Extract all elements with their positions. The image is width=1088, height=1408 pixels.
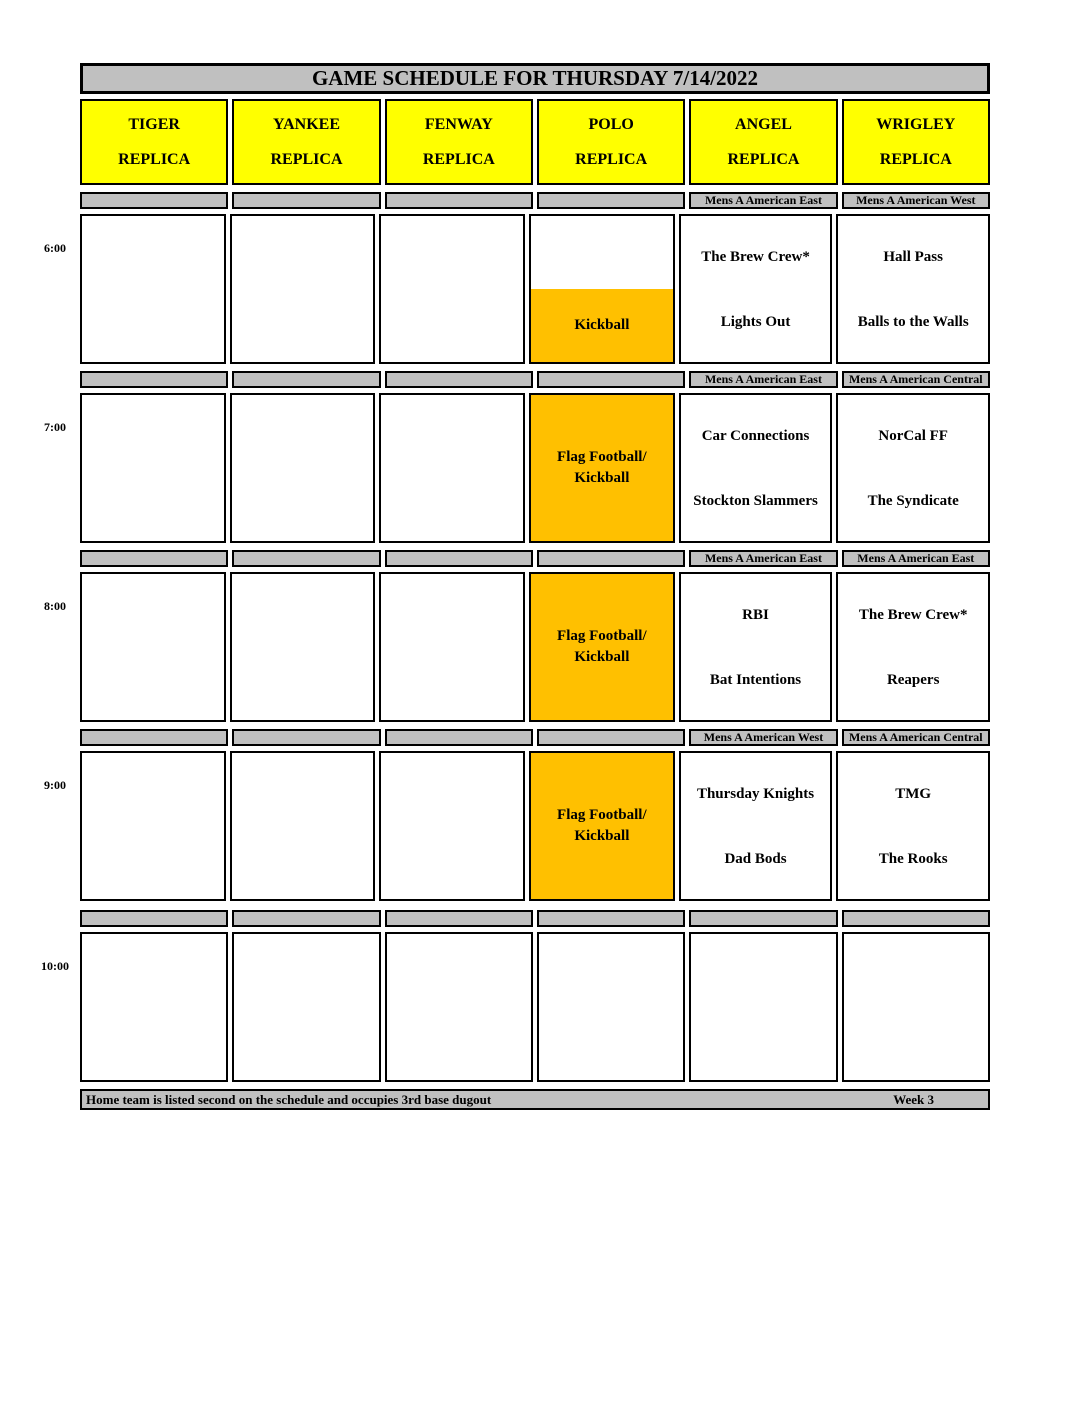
away-team: The Brew Crew* [701, 248, 810, 265]
band-cell [385, 550, 533, 567]
time-label: 8:00 [44, 599, 66, 613]
band-cell [385, 192, 533, 209]
cell-angel-800 [679, 572, 833, 722]
division-label-angel: Mens A American East [689, 192, 837, 209]
cell-fenway-600 [379, 214, 525, 364]
away-team: NorCal FF [878, 427, 948, 444]
division-label-wrigley: Mens A American East [842, 550, 990, 567]
band-cell [232, 371, 380, 388]
field-sub: REPLICA [575, 150, 648, 168]
time-block-900 [44, 751, 990, 901]
page-title: GAME SCHEDULE FOR THURSDAY 7/14/2022 [80, 63, 990, 94]
cell-polo-900 [529, 751, 675, 901]
band-cell [80, 910, 228, 927]
header-tiger [80, 99, 228, 185]
cell-yankee-900 [230, 751, 376, 901]
field-sub: REPLICA [422, 150, 495, 168]
cell-angel-1000 [689, 932, 837, 1082]
band-cell [80, 550, 228, 567]
home-team: Dad Bods [724, 850, 787, 867]
polo-activity: Flag Football/ Kickball [531, 574, 673, 720]
header-angel [689, 99, 837, 185]
cell-polo-700 [529, 393, 675, 543]
field-header-row [80, 99, 990, 185]
cell-tiger-600 [80, 214, 226, 364]
division-band-row-8 [80, 550, 990, 567]
time-block-700 [44, 393, 990, 543]
band-cell [80, 729, 228, 746]
cell-yankee-600 [230, 214, 376, 364]
cell-wrigley-900 [836, 751, 990, 901]
field-name: WRIGLEY [876, 115, 956, 133]
time-label: 7:00 [44, 420, 66, 434]
band-cell [232, 729, 380, 746]
field-sub: REPLICA [270, 150, 343, 168]
division-band-row-10 [80, 910, 990, 927]
away-team: Car Connections [701, 427, 810, 444]
band-cell [537, 192, 685, 209]
band-cell [537, 550, 685, 567]
cell-tiger-900 [80, 751, 226, 901]
home-team: Balls to the Walls [857, 313, 969, 330]
cell-fenway-700 [379, 393, 525, 543]
cell-tiger-700 [80, 393, 226, 543]
field-name: YANKEE [273, 115, 340, 133]
division-label-wrigley: Mens A American Central [842, 729, 990, 746]
cell-yankee-1000 [232, 932, 380, 1082]
field-sub: REPLICA [727, 150, 800, 168]
time-block-600 [44, 214, 990, 364]
cell-fenway-1000 [385, 932, 533, 1082]
home-team: The Rooks [878, 850, 948, 867]
header-yankee [232, 99, 380, 185]
cell-polo-800 [529, 572, 675, 722]
field-name: TIGER [128, 115, 180, 133]
header-polo [537, 99, 685, 185]
band-cell [385, 729, 533, 746]
band-cell [232, 192, 380, 209]
division-band-row-6 [80, 192, 990, 209]
cell-fenway-800 [379, 572, 525, 722]
field-sub: REPLICA [879, 150, 952, 168]
cell-yankee-700 [230, 393, 376, 543]
cell-angel-600 [679, 214, 833, 364]
away-team: Hall Pass [883, 248, 943, 265]
division-label-angel: Mens A American East [689, 371, 837, 388]
band-cell [537, 729, 685, 746]
band-cell [385, 371, 533, 388]
cell-yankee-800 [230, 572, 376, 722]
cell-polo-1000 [537, 932, 685, 1082]
home-team: Stockton Slammers [693, 492, 818, 509]
band-cell [385, 910, 533, 927]
band-cell [842, 910, 990, 927]
field-name: FENWAY [424, 115, 493, 133]
cell-angel-700 [679, 393, 833, 543]
time-label: 10:00 [41, 959, 69, 973]
cell-tiger-1000 [80, 932, 228, 1082]
away-team: TMG [895, 785, 932, 802]
cell-wrigley-800 [836, 572, 990, 722]
cell-fenway-900 [379, 751, 525, 901]
footer-bar [80, 1089, 990, 1110]
polo-activity: Kickball [531, 289, 673, 362]
division-band-row-7 [80, 371, 990, 388]
home-team: Reapers [886, 671, 940, 688]
home-team: Lights Out [720, 313, 791, 330]
polo-activity: Flag Football/ Kickball [531, 395, 673, 541]
division-band-row-9 [80, 729, 990, 746]
header-fenway [385, 99, 533, 185]
field-sub: REPLICA [118, 150, 191, 168]
time-label: 6:00 [44, 241, 66, 255]
home-team: The Syndicate [867, 492, 959, 509]
away-team: The Brew Crew* [858, 606, 968, 623]
band-cell [537, 371, 685, 388]
time-block-800 [44, 572, 990, 722]
cell-wrigley-700 [836, 393, 990, 543]
band-cell [80, 371, 228, 388]
division-label-wrigley: Mens A American West [842, 192, 990, 209]
cell-wrigley-600 [836, 214, 990, 364]
band-cell [537, 910, 685, 927]
cell-polo-600 [529, 214, 675, 364]
band-cell [232, 910, 380, 927]
band-cell [689, 910, 837, 927]
away-team: Thursday Knights [696, 785, 815, 802]
band-cell [232, 550, 380, 567]
field-name: ANGEL [735, 115, 792, 133]
time-block-1000 [41, 932, 990, 1082]
cell-tiger-800 [80, 572, 226, 722]
cell-angel-900 [679, 751, 833, 901]
field-name: POLO [588, 115, 634, 133]
cell-wrigley-1000 [842, 932, 990, 1082]
time-label: 9:00 [44, 778, 66, 792]
away-team: RBI [742, 606, 769, 623]
footer-note: Home team is listed second on the schedule and occupies 3rd base dugout [86, 1091, 492, 1107]
division-label-wrigley: Mens A American Central [842, 371, 990, 388]
home-team: Bat Intentions [709, 671, 802, 688]
header-wrigley [842, 99, 990, 185]
division-label-angel: Mens A American East [689, 550, 837, 567]
schedule-table [41, 63, 990, 1110]
division-label-angel: Mens A American West [689, 729, 837, 746]
polo-activity: Flag Football/ Kickball [531, 753, 673, 899]
band-cell [80, 192, 228, 209]
week-label: Week 3 [893, 1091, 934, 1107]
